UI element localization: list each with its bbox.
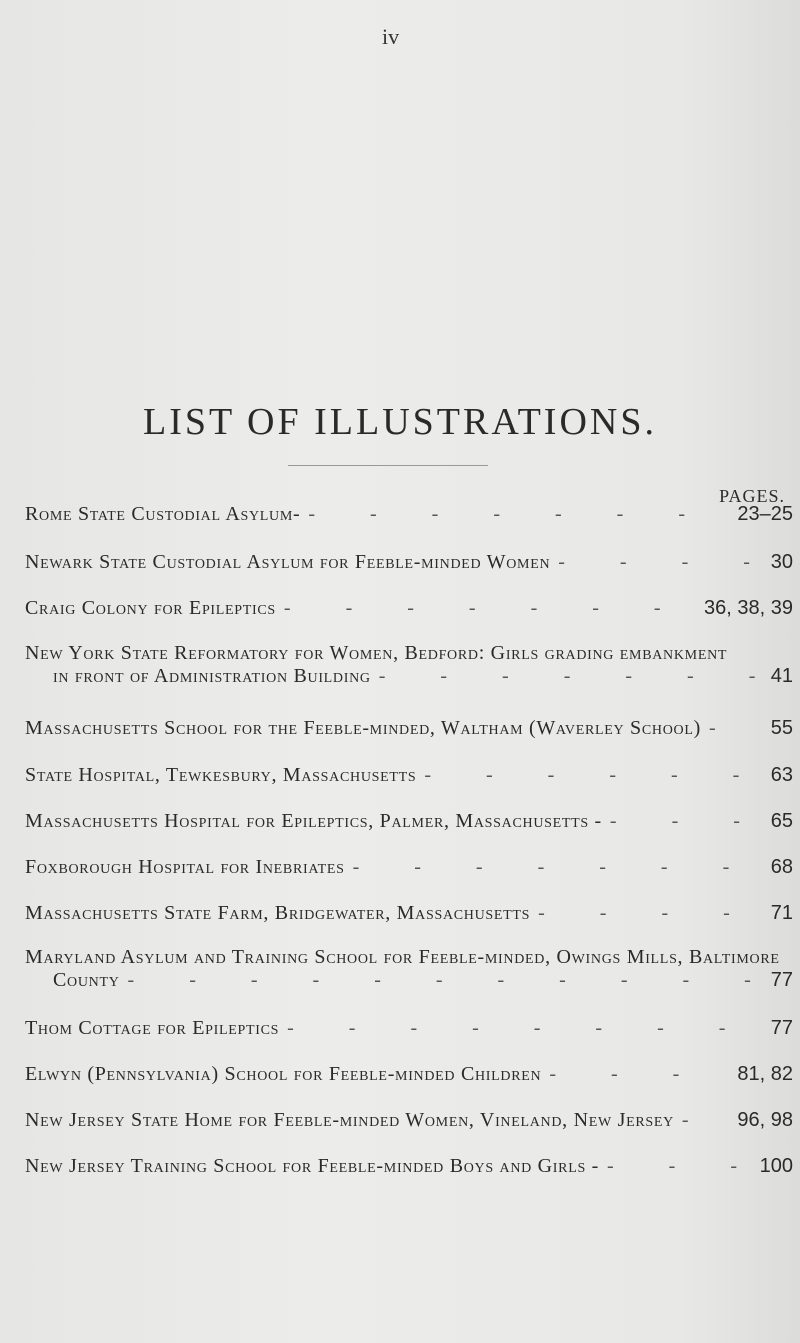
entry-title: Massachusetts Hospital for Epileptics, Palmer, Massachusetts - [25,810,602,832]
title-divider [288,465,488,466]
entry-pages: 96, 98 [737,1109,793,1131]
entry-title: Newark State Custodial Asylum for Feeble-minded Women [25,551,551,573]
list-item [25,946,793,992]
list-item [25,597,793,620]
dot-leader [607,1155,752,1178]
list-item [25,551,793,574]
entry-title: New Jersey State Home for Feeble-minded Women, Vineland, New Jersey [25,1109,674,1131]
dot-leader [610,810,763,833]
entry-pages: 77 [770,1017,793,1039]
list-item [25,764,793,787]
entry-title: Thom Cottage for Epileptics [25,1017,280,1039]
list-item [25,810,793,833]
dot-leader [709,717,763,740]
list-item [25,503,793,526]
list-item [25,902,793,925]
entry-pages: 68 [770,856,793,878]
entry-title: Rome State Custodial Asylum- [25,503,301,525]
pages-column-header: PAGES. [719,486,785,506]
list-item [25,1109,793,1132]
entry-title: Craig Colony for Epileptics [25,597,276,619]
dot-leader [424,764,762,787]
entry-title: New Jersey Training School for Feeble-minded Boys and Girls - [25,1155,600,1177]
entry-pages: 30 [770,551,793,573]
entry-pages: 71 [770,902,793,924]
entry-title: New York State Reformatory for Women, Bedford: Girls grading embankment [25,642,728,664]
entry-pages: 81, 82 [737,1063,793,1085]
entry-title: Elwyn (Pennsylvania) School for Feeble-minded Children [25,1063,542,1085]
entry-title: Maryland Asylum and Training School for Feeble-minded, Owings Mills, Baltimore [25,946,780,968]
entry-title: Massachusetts State Farm, Bridgewater, Massachusetts [25,902,531,924]
dot-leader [682,1109,729,1132]
entry-pages: 65 [770,810,793,832]
list-item [25,1155,793,1178]
dot-leader [353,856,763,879]
entry-pages: 55 [770,717,793,739]
dot-leader [379,665,763,688]
entry-pages: 41 [770,665,793,687]
entry-pages: 63 [770,764,793,786]
list-item [25,1017,793,1040]
list-item [25,717,793,740]
list-item [25,856,793,879]
entry-pages: 23–25 [737,503,793,525]
list-item [25,1063,793,1086]
dot-leader [284,597,696,620]
dot-leader [549,1063,729,1086]
dot-leader [308,503,729,526]
entry-pages: 77 [770,969,793,991]
page-number: iv [382,24,400,49]
entry-title-continued: County [53,969,120,991]
entry-pages: 36, 38, 39 [704,597,793,619]
entry-title: State Hospital, Tewkesbury, Massachusetts [25,764,417,786]
entry-pages: 100 [759,1155,793,1177]
dot-leader [538,902,763,925]
dot-leader [128,969,763,992]
dot-leader [558,551,762,574]
entry-title-continued: in front of Administration Building [53,665,371,687]
entry-title: Foxborough Hospital for Inebriates [25,856,345,878]
dot-leader [287,1017,763,1040]
entry-title: Massachusetts School for the Feeble-minded, Waltham (Waverley School) [25,717,701,739]
list-item [25,642,793,688]
page-title: LIST OF ILLUSTRATIONS. [143,401,657,443]
